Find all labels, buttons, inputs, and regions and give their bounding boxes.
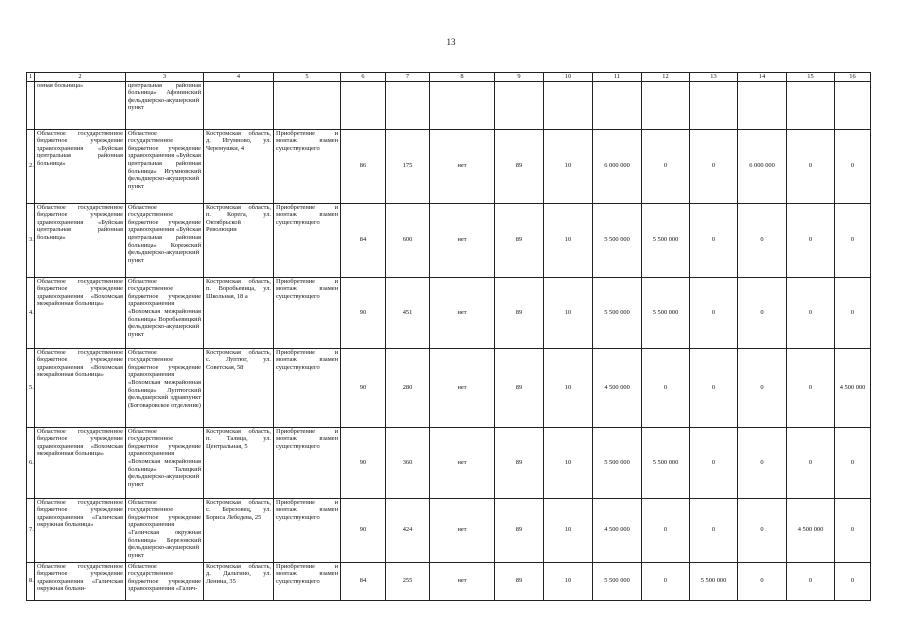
header-cell: 15 xyxy=(787,73,835,82)
header-cell: 7 xyxy=(386,73,430,82)
table-cell: 84 xyxy=(341,562,386,600)
header-cell: 2 xyxy=(35,73,126,82)
table-cell: 89 xyxy=(495,277,544,348)
table-cell: 360 xyxy=(386,427,430,498)
table-cell xyxy=(642,81,690,129)
table-cell: Приобретение и монтаж взамен существующего xyxy=(274,427,341,498)
table-cell: 0 xyxy=(835,129,871,203)
table-cell: 0 xyxy=(835,277,871,348)
table-cell: Приобретение и монтаж взамен существующего xyxy=(274,348,341,427)
table-row xyxy=(27,203,871,277)
header-cell: 14 xyxy=(738,73,787,82)
table-cell: 0 xyxy=(642,348,690,427)
header-cell: 4 xyxy=(204,73,274,82)
table-cell: 0 xyxy=(642,562,690,600)
table-cell: 0 xyxy=(738,203,787,277)
table-cell: 10 xyxy=(544,203,593,277)
table-cell: онная больница» xyxy=(35,81,126,129)
table-cell: 0 xyxy=(690,129,738,203)
table-cell: 0 xyxy=(738,498,787,562)
table-cell xyxy=(544,81,593,129)
table-cell: 0 xyxy=(835,562,871,600)
table-cell xyxy=(835,81,871,129)
table-cell: нет xyxy=(430,129,495,203)
table-cell: нет xyxy=(430,203,495,277)
table-cell: 175 xyxy=(386,129,430,203)
table-cell: 5 500 000 xyxy=(642,203,690,277)
table-cell: Областное государственное бюджетное учреждение здравоохранения «Буйская центральная районная больница» xyxy=(35,203,126,277)
header-cell: 12 xyxy=(642,73,690,82)
header-cell: 13 xyxy=(690,73,738,82)
table-cell: 89 xyxy=(495,427,544,498)
table-cell: Областное государственное бюджетное учреждение здравоохранения «Буйская центральная районная больница» xyxy=(35,129,126,203)
table-cell: 89 xyxy=(495,348,544,427)
table-cell: 10 xyxy=(544,427,593,498)
table-cell: 5 500 000 xyxy=(690,562,738,600)
table-row xyxy=(27,348,871,427)
table-cell: 5 500 000 xyxy=(593,277,642,348)
table-cell: 0 xyxy=(690,277,738,348)
header-cell: 5 xyxy=(274,73,341,82)
header-cell: 1 xyxy=(27,73,35,82)
table-cell: нет xyxy=(430,498,495,562)
table-cell: 0 xyxy=(787,427,835,498)
table-cell: Областное государственное бюджетное учреждение здравоохранения «Вохомская межрайонная больница» Луптюгский фельдшерский здравпункт (Боговаровское отделение) xyxy=(126,348,204,427)
table-cell xyxy=(27,81,35,129)
table-cell: Костромская область, п. Воробьевица, ул. Школьная, 18 а xyxy=(204,277,274,348)
data-table xyxy=(26,72,871,601)
table-cell: 6 000 000 xyxy=(738,129,787,203)
table-cell xyxy=(386,81,430,129)
table-cell: Приобретение и монтаж взамен существующего xyxy=(274,203,341,277)
table-cell: 0 xyxy=(642,498,690,562)
table-cell: 4 500 000 xyxy=(593,498,642,562)
table-cell: Областное государственное бюджетное учреждение здравоохранения «Буйская центральная районная больница» Игумновский фельдшерско-акушерский пункт xyxy=(126,129,204,203)
table-cell xyxy=(690,81,738,129)
table-cell: Областное государственное бюджетное учреждение здравоохранения «Вохомская межрайонная больница» Воробьевицкий фельдшерско-акушерский пункт xyxy=(126,277,204,348)
table-cell: 6. xyxy=(27,427,35,498)
table-cell: 0 xyxy=(835,498,871,562)
table-cell: 0 xyxy=(690,203,738,277)
page-number: 13 xyxy=(446,37,456,47)
table-cell: 2. xyxy=(27,129,35,203)
header-cell: 8 xyxy=(430,73,495,82)
header-row xyxy=(27,73,871,82)
table-cell: Областное государственное бюджетное учреждение здравоохранения «Вохомская межрайонная больница» xyxy=(35,348,126,427)
table-cell: 0 xyxy=(787,562,835,600)
table-cell: 4 500 000 xyxy=(593,348,642,427)
table-cell: 90 xyxy=(341,348,386,427)
table-cell: 90 xyxy=(341,498,386,562)
table-cell: Областное государственное бюджетное учреждение здравоохранения «Галич- xyxy=(126,562,204,600)
table-cell xyxy=(495,81,544,129)
table-cell xyxy=(787,81,835,129)
table-cell: 0 xyxy=(787,348,835,427)
table-cell: 7. xyxy=(27,498,35,562)
table-cell: 4. xyxy=(27,277,35,348)
table-cell: 5. xyxy=(27,348,35,427)
table-cell: 0 xyxy=(690,427,738,498)
table-cell xyxy=(738,81,787,129)
table-row xyxy=(27,129,871,203)
table-cell: 0 xyxy=(835,427,871,498)
table-cell: 10 xyxy=(544,277,593,348)
table-cell: Областное государственное бюджетное учреждение здравоохранения «Вохомская межрайонная больница» Талицкий фельдшерско-акушерский пункт xyxy=(126,427,204,498)
table-cell: Областное государственное бюджетное учреждение здравоохранения «Галичская окружная больни- xyxy=(35,562,126,600)
table-cell: Областное государственное бюджетное учреждение здравоохранения «Вохомская межрайонная больница» xyxy=(35,277,126,348)
table-cell: 0 xyxy=(738,348,787,427)
table-cell: 5 500 000 xyxy=(593,562,642,600)
table-row xyxy=(27,498,871,562)
header-cell: 9 xyxy=(495,73,544,82)
table-cell: 3. xyxy=(27,203,35,277)
table-cell: 10 xyxy=(544,562,593,600)
table-cell xyxy=(204,81,274,129)
table-cell: 90 xyxy=(341,277,386,348)
table-cell: 0 xyxy=(690,348,738,427)
table-cell: нет xyxy=(430,348,495,427)
table-cell: 0 xyxy=(835,203,871,277)
table-cell: 10 xyxy=(544,129,593,203)
table-row xyxy=(27,81,871,129)
table-cell: Областное государственное бюджетное учреждение здравоохранения «Галичская окружная больница» xyxy=(35,498,126,562)
table-cell: Приобретение и монтаж взамен существующего xyxy=(274,129,341,203)
table-cell: 5 500 000 xyxy=(593,203,642,277)
table-cell: Костромская область, д. Игумново, ул. Черемушки, 4 xyxy=(204,129,274,203)
table-cell: 10 xyxy=(544,498,593,562)
table-cell: 86 xyxy=(341,129,386,203)
table-row xyxy=(27,427,871,498)
table-cell: 280 xyxy=(386,348,430,427)
table-cell xyxy=(341,81,386,129)
table-cell: 89 xyxy=(495,562,544,600)
table-cell: 5 500 000 xyxy=(593,427,642,498)
table-cell: 0 xyxy=(738,427,787,498)
table-cell: 89 xyxy=(495,203,544,277)
table-cell: Костромская область, с. Березовец, ул. Бориса Лебедева, 25 xyxy=(204,498,274,562)
table-cell xyxy=(274,81,341,129)
table-cell: Костромская область, п. Корега, ул. Октябрьской Революции xyxy=(204,203,274,277)
header-cell: 3 xyxy=(126,73,204,82)
header-cell: 16 xyxy=(835,73,871,82)
table-cell xyxy=(430,81,495,129)
table-cell xyxy=(593,81,642,129)
table-cell: 0 xyxy=(642,129,690,203)
table-cell: 0 xyxy=(787,203,835,277)
table-cell: 89 xyxy=(495,498,544,562)
table-cell: Костромская область, п. Талица, ул. Центральная, 5 xyxy=(204,427,274,498)
table-cell: 0 xyxy=(690,498,738,562)
table-cell: нет xyxy=(430,277,495,348)
table-cell: 89 xyxy=(495,129,544,203)
table-cell: нет xyxy=(430,427,495,498)
header-cell: 11 xyxy=(593,73,642,82)
table-row xyxy=(27,277,871,348)
table-cell: Областное государственное бюджетное учреждение здравоохранения «Вохомская межрайонная больница» xyxy=(35,427,126,498)
table-cell: 0 xyxy=(738,277,787,348)
table-cell: 84 xyxy=(341,203,386,277)
table-cell: 0 xyxy=(787,129,835,203)
table-cell: 6 000 000 xyxy=(593,129,642,203)
table-cell: Областное государственное бюджетное учреждение здравоохранения «Галичская окружная больница» Березовский фельдшерско-акушерский пункт xyxy=(126,498,204,562)
table-cell: Костромская область, д. Дальтино, ул. Ленина, 35 xyxy=(204,562,274,600)
table-cell: 424 xyxy=(386,498,430,562)
table-cell: Областное государственное бюджетное учреждение здравоохранения «Буйская центральная районная больница» Корежский фельдшерско-акушерский пункт xyxy=(126,203,204,277)
table-cell: Приобретение и монтаж взамен существующего xyxy=(274,277,341,348)
table-row xyxy=(27,562,871,600)
table-cell: 10 xyxy=(544,348,593,427)
table-cell: Приобретение и монтаж взамен существующего xyxy=(274,498,341,562)
table-cell: центральная районная больница» Афонинский фельдшерско-акушерский пункт xyxy=(126,81,204,129)
table-cell: 5 500 000 xyxy=(642,427,690,498)
table-cell: 451 xyxy=(386,277,430,348)
header-cell: 10 xyxy=(544,73,593,82)
table-cell: 5 500 000 xyxy=(642,277,690,348)
table-cell: 255 xyxy=(386,562,430,600)
header-cell: 6 xyxy=(341,73,386,82)
table-cell: Костромская область, с. Луптюг, ул. Советская, 58 xyxy=(204,348,274,427)
table-cell: 0 xyxy=(787,277,835,348)
table-cell: Приобретение и монтаж взамен существующего xyxy=(274,562,341,600)
table-cell: 0 xyxy=(738,562,787,600)
table-cell: 90 xyxy=(341,427,386,498)
table-cell: 600 xyxy=(386,203,430,277)
table-cell: 4 500 000 xyxy=(835,348,871,427)
table-cell: 4 500 000 xyxy=(787,498,835,562)
table-cell: нет xyxy=(430,562,495,600)
table-cell: 8. xyxy=(27,562,35,600)
